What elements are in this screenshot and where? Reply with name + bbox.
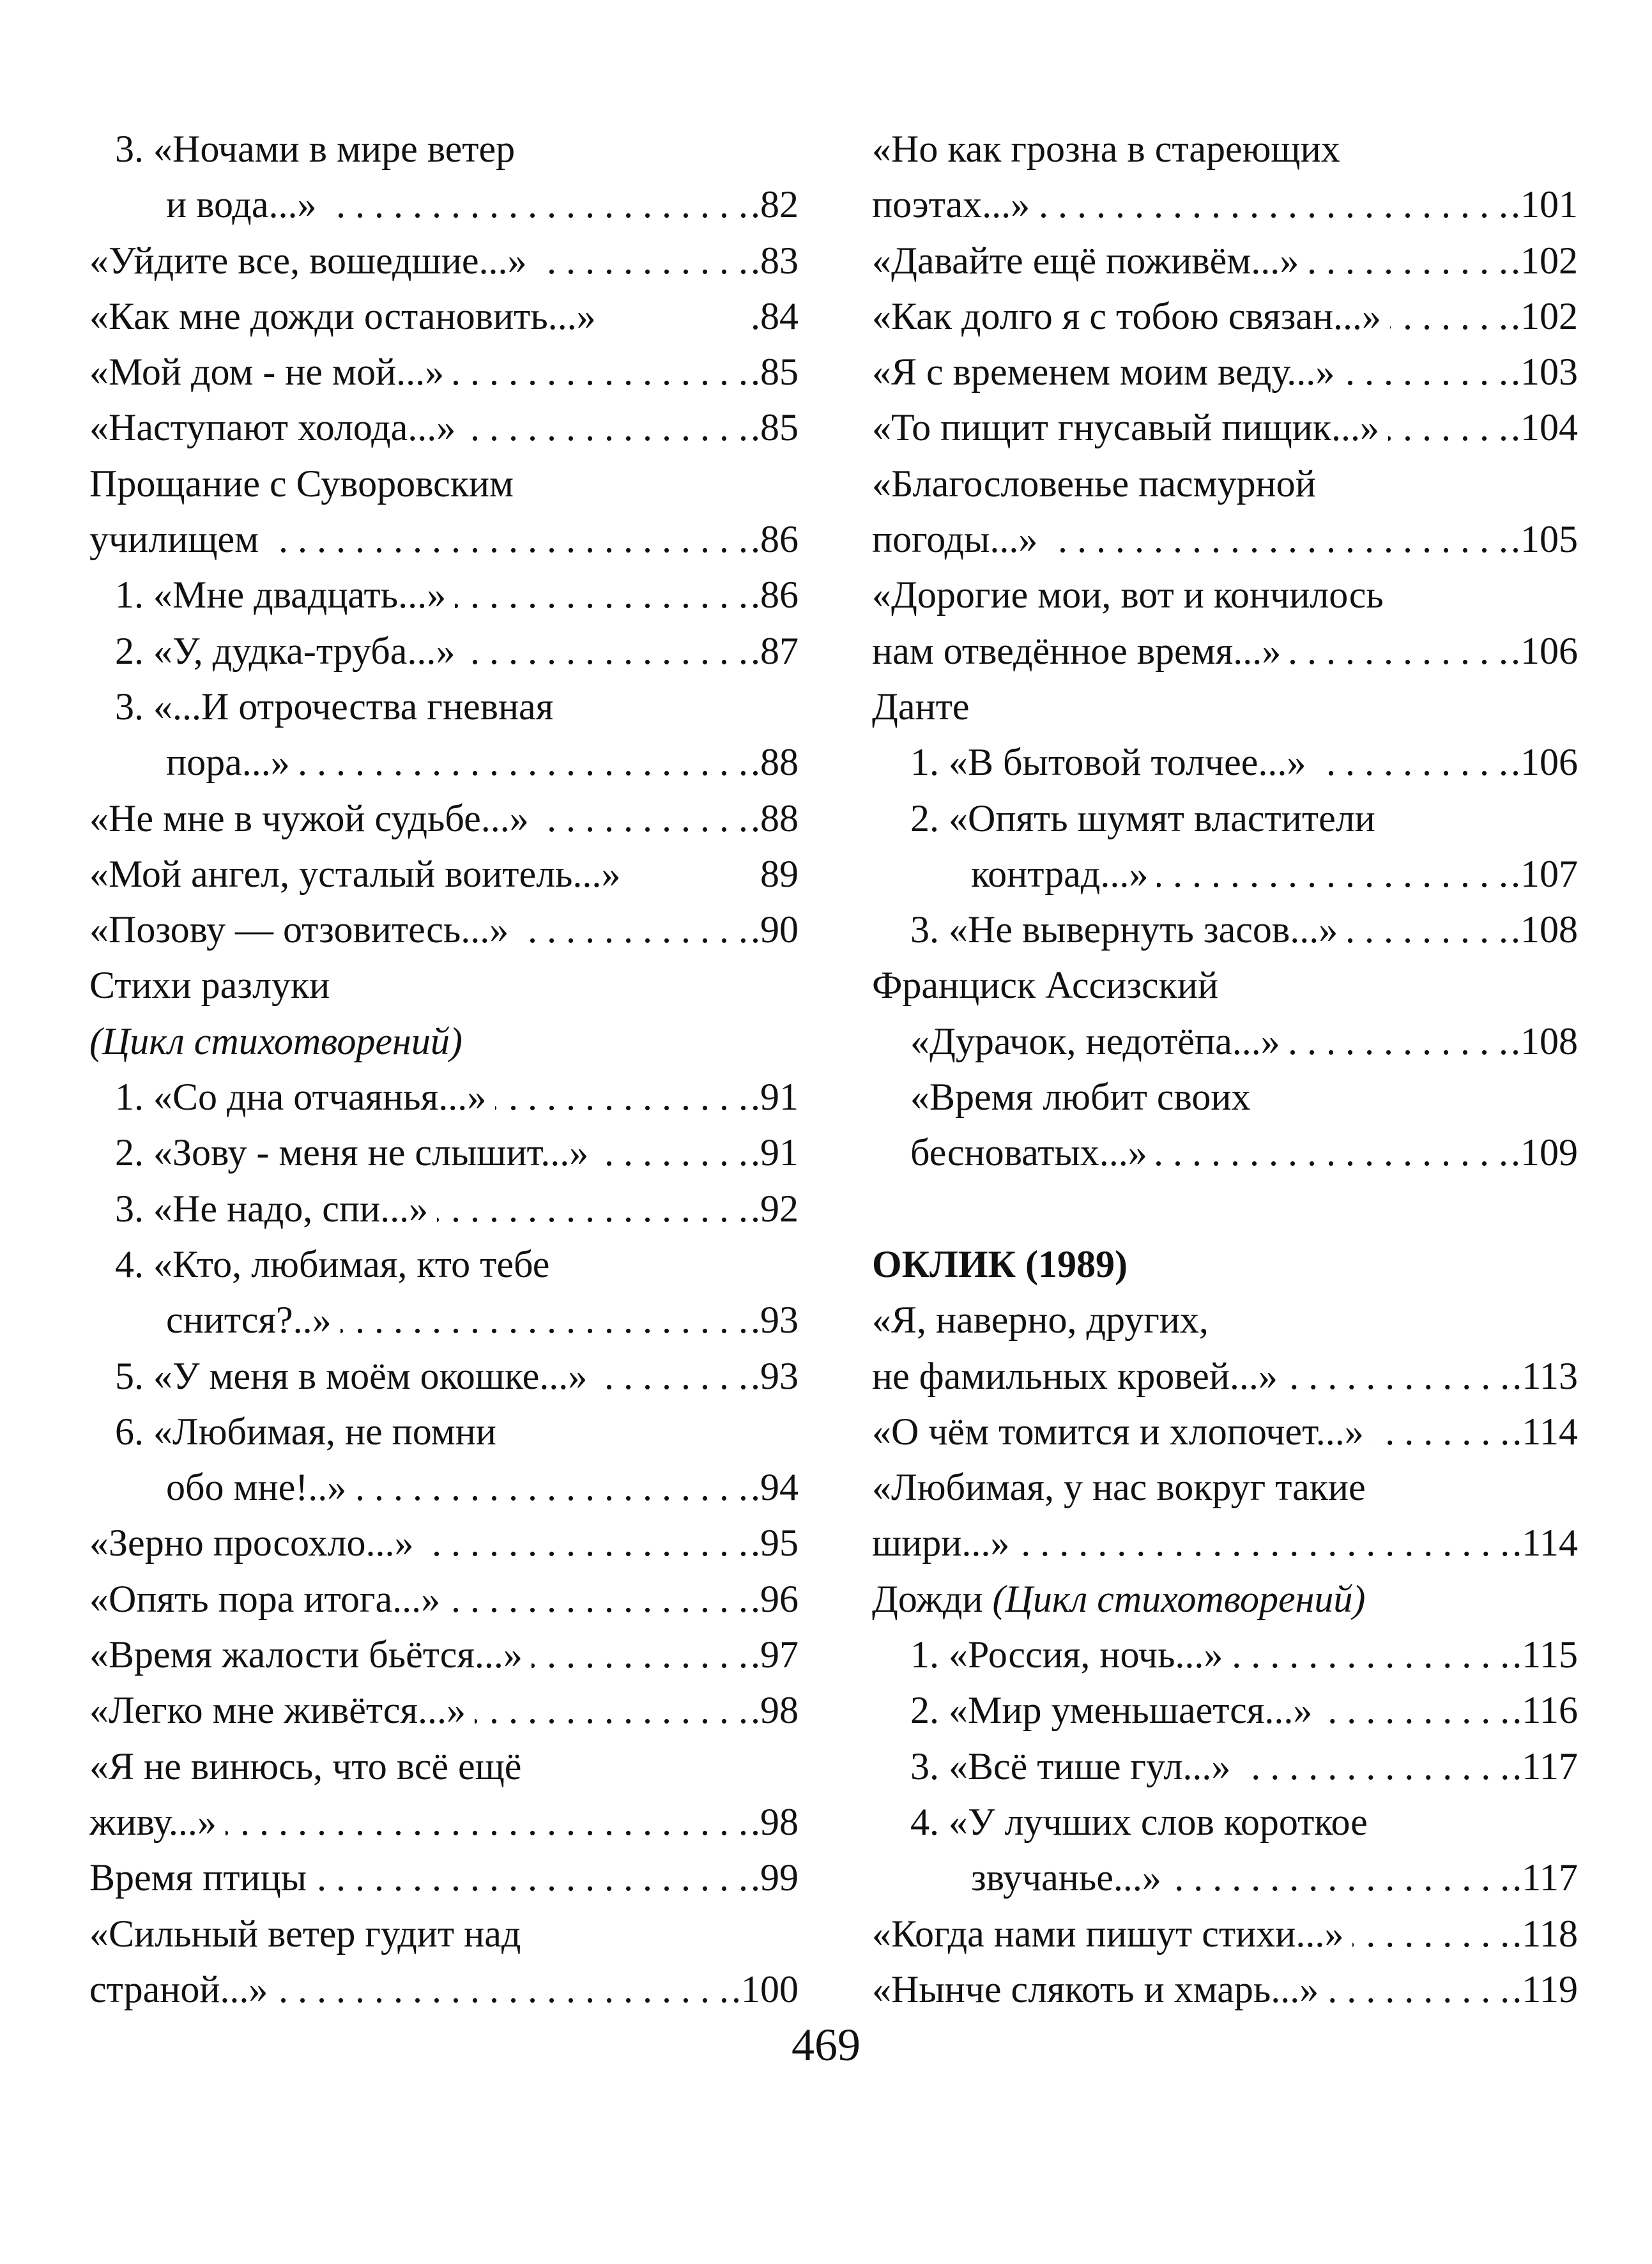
toc-entry-page: .104 — [1511, 406, 1578, 449]
toc-entry-title: «Я, наверно, других, — [872, 1299, 1209, 1342]
toc-entry-page: .100 — [731, 1968, 799, 2010]
toc-entry-title: «Легко мне живётся...» — [89, 1689, 466, 1732]
toc-entry-title: «Время любит своих — [910, 1076, 1251, 1119]
toc-entry-title: 6. «Любимая, не помни — [115, 1410, 496, 1453]
toc-entry-page: .106 — [1511, 741, 1578, 784]
toc-entry-title: «Дурачок, недотёпа...» — [910, 1020, 1280, 1062]
toc-entry — [872, 1794, 1578, 1850]
toc-entry-page: .119 — [1512, 1968, 1578, 2010]
toc-entry — [872, 456, 1578, 512]
toc-entry-page: .114 — [1512, 1410, 1578, 1453]
toc-entry-title: 4. «Кто, любимая, кто тебе — [115, 1243, 550, 1285]
page-number: 469 — [792, 2019, 860, 2070]
toc-entry-page: .98 — [751, 1800, 799, 1843]
toc-entry-page: .85 — [751, 351, 799, 394]
toc-entry-page: .88 — [751, 741, 799, 784]
toc-entry-title: «Наступают холода...» — [89, 406, 456, 449]
toc-entry-title: «О чём томится и хлопочет...» — [872, 1410, 1364, 1453]
dot-leader — [596, 1349, 748, 1404]
toc-entry-title: (Цикл стихотворений) — [89, 1020, 463, 1062]
toc-right-column — [872, 121, 1578, 2017]
toc-entry-page: .117 — [1512, 1856, 1578, 1899]
dot-leader — [1388, 400, 1508, 455]
toc-entry — [872, 1404, 1578, 1460]
toc-entry-title: Дожди — [872, 1577, 983, 1620]
toc-entry-page: .84 — [751, 294, 799, 337]
section-gap — [872, 1181, 1578, 1237]
toc-entry-title: ОКЛИК (1989) — [872, 1243, 1128, 1285]
toc-entry — [89, 1906, 799, 1962]
toc-entry — [89, 233, 799, 289]
toc-entry — [89, 1125, 799, 1181]
toc-entry-page: .98 — [751, 1689, 799, 1732]
toc-entry — [89, 1181, 799, 1237]
dot-leader — [455, 567, 748, 623]
dot-leader — [464, 400, 748, 455]
dot-leader — [1018, 1515, 1510, 1571]
toc-entry — [89, 567, 799, 623]
toc-entry — [89, 344, 799, 400]
dot-leader — [453, 344, 748, 400]
toc-entry-page: .91 — [751, 1076, 799, 1119]
dot-leader — [1290, 623, 1508, 679]
toc-entry-page: .83 — [751, 239, 799, 282]
toc-entry-subtitle: (Цикл стихотворений) — [983, 1577, 1366, 1620]
toc-entry-page: .107 — [1511, 852, 1578, 895]
dot-leader — [1347, 902, 1508, 958]
dot-leader — [226, 1794, 748, 1850]
toc-entry — [872, 1125, 1578, 1181]
dot-leader — [1327, 1962, 1510, 2017]
toc-entry — [89, 1069, 799, 1125]
toc-entry-title: 2. «Опять шумят властители — [910, 797, 1375, 839]
toc-entry — [872, 1237, 1578, 1292]
dot-leader — [464, 623, 748, 679]
toc-entry — [89, 1850, 799, 1906]
toc-entry-page: .118 — [1512, 1912, 1578, 1955]
toc-entry-page: 89 — [760, 852, 799, 895]
toc-left-column — [89, 121, 799, 2017]
toc-entry-page: .97 — [751, 1633, 799, 1676]
toc-entry — [89, 121, 799, 177]
toc-entry — [872, 735, 1578, 790]
dot-leader — [475, 1683, 748, 1738]
toc-entry — [872, 567, 1578, 623]
toc-entry — [872, 289, 1578, 344]
dot-leader — [1287, 1349, 1510, 1404]
toc-entry — [89, 1683, 799, 1738]
toc-entry-title: 3. «Не вывернуть засов...» — [910, 908, 1338, 951]
toc-entry — [872, 1627, 1578, 1683]
dot-leader — [1239, 1739, 1510, 1794]
toc-entry — [872, 344, 1578, 400]
toc-entry-title: 3. «...И отрочества гневная — [115, 685, 554, 728]
toc-entry — [872, 679, 1578, 735]
toc-entry-page: .93 — [751, 1299, 799, 1342]
toc-entry — [872, 902, 1578, 958]
toc-entry-page: .82 — [751, 183, 799, 226]
toc-entry-title: Время птицы — [89, 1856, 307, 1899]
dot-leader — [1232, 1627, 1510, 1683]
toc-entry-page: .102 — [1511, 294, 1578, 337]
toc-entry-page: .85 — [751, 406, 799, 449]
toc-entry-page: .88 — [751, 797, 799, 839]
toc-entry-page: .91 — [751, 1131, 799, 1174]
toc-entry-title: не фамильных кровей...» — [872, 1354, 1278, 1397]
toc-entry-page: .94 — [751, 1466, 799, 1509]
toc-entry-title: 3. «Всё тише гул...» — [910, 1745, 1231, 1787]
toc-entry-page: .117 — [1512, 1745, 1578, 1787]
toc-entry — [89, 735, 799, 790]
toc-entry — [872, 1460, 1578, 1515]
toc-entry-title: Стихи разлуки — [89, 964, 330, 1007]
toc-entry-title: «Благословенье пасмурной — [872, 462, 1316, 505]
dot-leader — [495, 1069, 748, 1125]
dot-leader — [1308, 233, 1508, 289]
dot-leader — [1315, 735, 1508, 790]
dot-leader — [316, 1850, 748, 1906]
toc-entry — [872, 233, 1578, 289]
toc-entry-title: «Давайте ещё поживём...» — [872, 239, 1299, 282]
dot-leader — [538, 791, 748, 846]
toc-entry-title: «Сильный ветер гудит над — [89, 1912, 521, 1955]
toc-entry-title: Прощание с Суворовским — [89, 462, 514, 505]
toc-entry-page: .86 — [751, 518, 799, 561]
toc-entry-title: «Мой дом - не мой...» — [89, 351, 445, 394]
toc-entry — [89, 1794, 799, 1850]
toc-entry — [872, 177, 1578, 233]
dot-leader — [536, 233, 749, 289]
toc-entry-title: «Уйдите все, вошедшие...» — [89, 239, 527, 282]
toc-entry-page: .103 — [1511, 351, 1578, 394]
toc-entry — [89, 1739, 799, 1794]
toc-entry-title: «Я не винюсь, что всё ещё — [89, 1745, 522, 1787]
toc-entry-title: «Не мне в чужой судьбе...» — [89, 797, 529, 839]
dot-leader — [1289, 1014, 1508, 1069]
dot-leader — [517, 902, 748, 958]
dot-leader — [268, 512, 748, 567]
toc-entry-page: .102 — [1511, 239, 1578, 282]
toc-entry-title: «Позову — отзовитесь...» — [89, 908, 509, 951]
toc-entry-title: 3. «Не надо, спи...» — [115, 1187, 429, 1230]
toc-entry — [872, 1515, 1578, 1571]
dot-leader — [437, 1181, 748, 1237]
toc-entry-title: снится?..» — [166, 1299, 332, 1342]
toc-entry-page: .101 — [1511, 183, 1578, 226]
toc-entry-title: «Дорогие мои, вот и кончилось — [872, 574, 1384, 616]
toc-entry — [89, 1014, 799, 1069]
toc-entry-title: «Зерно просохло...» — [89, 1522, 414, 1564]
toc-entry-title: 5. «У меня в моём окошке...» — [115, 1354, 588, 1397]
toc-entry-title: погоды...» — [872, 518, 1038, 561]
toc-entry-title: «Нынче слякоть и хмарь...» — [872, 1968, 1319, 2010]
dot-leader — [299, 735, 748, 790]
toc-entry — [89, 902, 799, 958]
toc-entry — [89, 177, 799, 233]
toc-entry — [872, 1069, 1578, 1125]
toc-entry-title: 2. «У, дудка-труба...» — [115, 629, 455, 672]
toc-entry-title: шири...» — [872, 1522, 1010, 1564]
toc-entry-page: .87 — [751, 629, 799, 672]
toc-entry — [89, 456, 799, 512]
toc-entry-title: «Опять пора итога...» — [89, 1577, 441, 1620]
toc-entry — [872, 846, 1578, 902]
dot-leader — [422, 1515, 748, 1571]
toc-entry-page: .95 — [751, 1522, 799, 1564]
toc-entry-page: .113 — [1512, 1354, 1578, 1397]
toc-entry-title: 2. «Мир уменьшается...» — [910, 1689, 1313, 1732]
toc-entry-title: «Мой ангел, усталый воитель...» — [89, 852, 621, 895]
toc-entry — [872, 623, 1578, 679]
toc-entry-page: .115 — [1512, 1633, 1578, 1676]
toc-entry-page: .108 — [1511, 1020, 1578, 1062]
dot-leader — [1170, 1850, 1510, 1906]
toc-entry — [89, 623, 799, 679]
toc-entry-title: живу...» — [89, 1800, 217, 1843]
toc-entry-title: Данте — [872, 685, 970, 728]
toc-entry-title: бесноватых...» — [910, 1131, 1147, 1174]
dot-leader — [1373, 1404, 1510, 1460]
toc-entry — [872, 1906, 1578, 1962]
toc-entry — [89, 289, 799, 344]
toc-entry-title: страной...» — [89, 1968, 268, 2010]
dot-leader — [597, 1125, 748, 1181]
dot-leader — [1390, 289, 1508, 344]
toc-entry-title: «Как долго я с тобою связан...» — [872, 294, 1382, 337]
toc-entry — [89, 1404, 799, 1460]
toc-entry — [89, 1460, 799, 1515]
toc-entry-page: .93 — [751, 1354, 799, 1397]
dot-leader — [449, 1572, 748, 1627]
toc-entry-page: .116 — [1512, 1689, 1578, 1732]
toc-entry — [89, 1572, 799, 1627]
dot-leader — [1156, 1125, 1508, 1181]
toc-entry-title: 2. «Зову - меня не слышит...» — [115, 1131, 589, 1174]
toc-entry-title: «То пищит гнусавый пищик...» — [872, 406, 1380, 449]
toc-entry — [89, 1237, 799, 1292]
toc-entry-title: 1. «Мне двадцать...» — [115, 574, 447, 616]
toc-entry-title: «Я с временем моим веду...» — [872, 351, 1335, 394]
toc-entry — [89, 958, 799, 1013]
toc-entry — [872, 1683, 1578, 1738]
toc-entry-title: 1. «Россия, ночь...» — [910, 1633, 1223, 1676]
toc-entry — [872, 1850, 1578, 1906]
toc-entry-title: контрад...» — [971, 852, 1149, 895]
dot-leader — [1343, 344, 1508, 400]
toc-entry-title: «Время жалости бьётся...» — [89, 1633, 523, 1676]
toc-entry — [89, 791, 799, 846]
dot-leader — [1039, 177, 1508, 233]
toc-entry-title: обо мне!..» — [166, 1466, 347, 1509]
toc-entry-page: .109 — [1511, 1131, 1578, 1174]
toc-entry — [872, 400, 1578, 455]
dot-leader — [277, 1962, 729, 2017]
dot-leader — [355, 1460, 748, 1515]
toc-entry-page: .108 — [1511, 908, 1578, 951]
toc-entry — [89, 1349, 799, 1404]
toc-entry-title: «Как мне дожди остановить...» — [89, 294, 596, 337]
toc-entry — [872, 1349, 1578, 1404]
toc-entry-title: «Любимая, у нас вокруг такие — [872, 1466, 1366, 1509]
toc-entry-page: .92 — [751, 1187, 799, 1230]
dot-leader — [1046, 512, 1508, 567]
toc-entry — [872, 1962, 1578, 2017]
toc-entry — [89, 846, 799, 902]
toc-entry-title: звучанье...» — [971, 1856, 1161, 1899]
toc-entry-page: .86 — [751, 574, 799, 616]
toc-entry-title: 1. «Со дна отчаянья...» — [115, 1076, 487, 1119]
toc-entry-title: «Но как грозна в стареющих — [872, 128, 1340, 170]
toc-entry-title: 3. «Ночами в мире ветер — [115, 128, 516, 170]
toc-entry — [872, 1739, 1578, 1794]
toc-entry-title: пора...» — [166, 741, 290, 784]
toc-entry-title: 1. «В бытовой толчее...» — [910, 741, 1306, 784]
toc-entry-page: .105 — [1511, 518, 1578, 561]
toc-entry-title: поэтах...» — [872, 183, 1030, 226]
dot-leader — [1157, 846, 1508, 902]
toc-entry-title: Франциск Ассизский — [872, 964, 1219, 1007]
toc-entry — [89, 400, 799, 455]
toc-entry-title: нам отведённое время...» — [872, 629, 1281, 672]
toc-entry — [872, 121, 1578, 177]
toc-entry-title: 4. «У лучших слов короткое — [910, 1800, 1368, 1843]
toc-entry-page: .96 — [751, 1577, 799, 1620]
dot-leader — [340, 1292, 748, 1348]
toc-entry — [89, 679, 799, 735]
toc-entry-title: училищем — [89, 518, 259, 561]
toc-entry — [89, 1627, 799, 1683]
dot-leader — [1321, 1683, 1510, 1738]
dot-leader — [325, 177, 748, 233]
toc-entry — [89, 1515, 799, 1571]
toc-entry-title: и вода...» — [166, 183, 317, 226]
toc-entry-title: «Когда нами пишут стихи...» — [872, 1912, 1344, 1955]
toc-entry-page: .106 — [1511, 629, 1578, 672]
dot-leader — [532, 1627, 748, 1683]
toc-entry — [89, 1292, 799, 1348]
toc-entry — [872, 512, 1578, 567]
toc-entry — [872, 1572, 1578, 1627]
toc-entry — [872, 1014, 1578, 1069]
dot-leader — [1352, 1906, 1510, 1962]
toc-entry — [89, 1962, 799, 2017]
toc-entry — [872, 791, 1578, 846]
toc-entry — [872, 958, 1578, 1013]
toc-entry-page: .99 — [751, 1856, 799, 1899]
toc-entry-page: .90 — [751, 908, 799, 951]
toc-entry — [872, 1292, 1578, 1348]
toc-entry — [89, 512, 799, 567]
toc-entry-page: .114 — [1512, 1522, 1578, 1564]
